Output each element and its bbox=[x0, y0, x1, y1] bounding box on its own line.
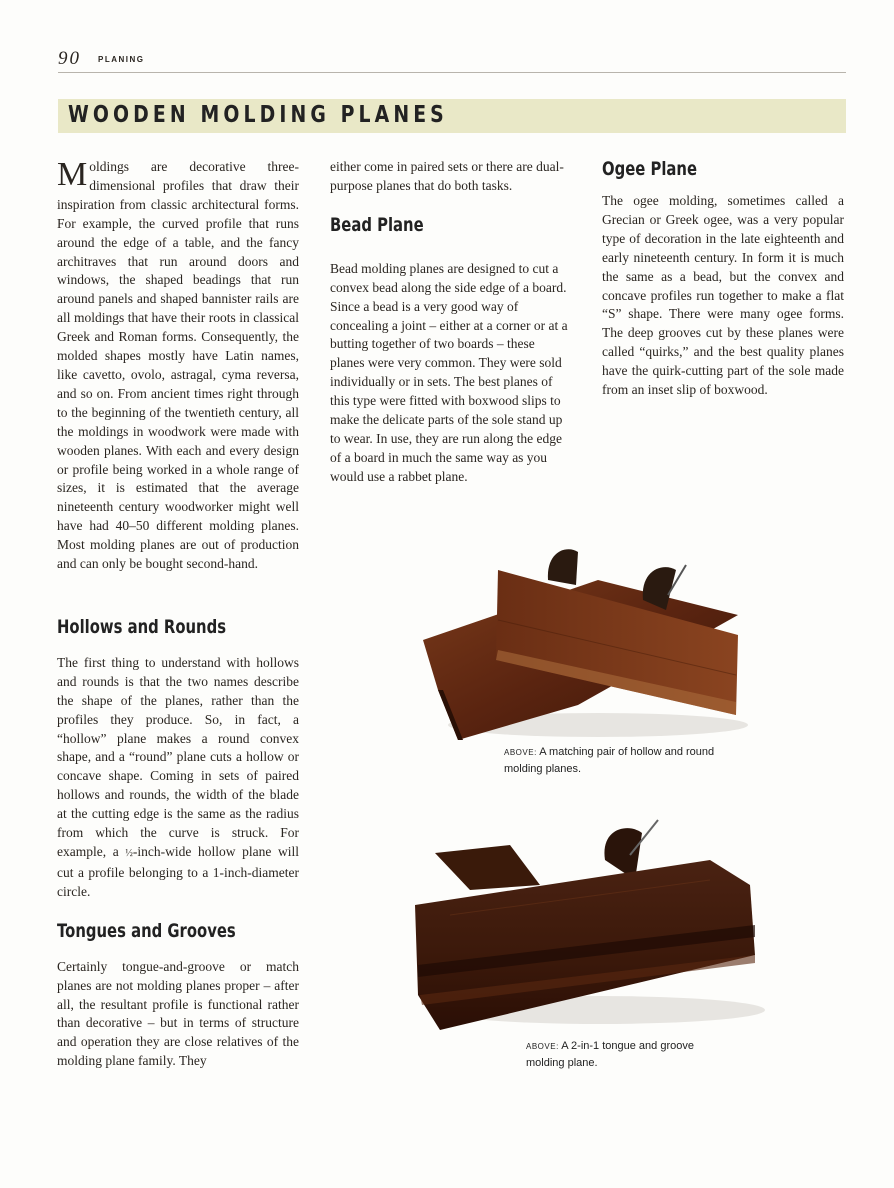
heading-bead-plane: Bead Plane bbox=[330, 213, 424, 236]
continued-paragraph: either come in paired sets or there are dual-purpose planes that do both tasks. bbox=[330, 159, 564, 193]
heading-tongues-and-grooves: Tongues and Grooves bbox=[57, 919, 236, 942]
heading-hollows-and-rounds: Hollows and Rounds bbox=[57, 615, 227, 638]
caption-1-text: A matching pair of hollow and round molding planes. bbox=[504, 746, 715, 775]
tongues-paragraph: Certainly tongue-and-groove or match planes are not molding planes proper – after all, the resultant profile is functional rather than decorative – but in terms of structure and operation they are close relatives of the molding plane family. They bbox=[57, 958, 299, 1069]
intro-text: oldings are decorative three-dimensional profiles that draw their inspiration from classic architectural forms. For example, the curved profile that runs around the edge of a table, and the fancy architraves that run around doors and windows, the shaped beadings that run around panels and shaped bannister rails are all moldings that have their roots in classical Greek and Roman forms. Consequently, the molded shapes mostly have Latin names, like cavetto, ovolo, astragal, cyma reversa, and so on. From ancient times right through to the beginning of the twentieth century, all the moldings in woodwork were made with wooden planes. With each and every design or profile being worked in a whole range of sizes, it is estimated that the average nineteenth century woodworker might well have had 40–50 different molding planes. Most molding planes are out of production and can only be bought second-hand. bbox=[57, 159, 299, 572]
intro-paragraph bbox=[57, 158, 299, 574]
hollows-text-a: The first thing to understand with hollows and rounds is that the two names describe the shape of the planes, rather than the profiles they produce. So, in fact, a “hollow” plane makes a round convex shape, and a “round” plane cuts a hollow or concave shape. Coming in sets of paired hollows and rounds, the width of the blade at the cutting edge is the same as the radius from which the curve is struck. For example, a bbox=[57, 654, 299, 859]
title-bar bbox=[58, 99, 846, 133]
column-1 bbox=[57, 158, 299, 1071]
caption-2-lead: ABOVE: bbox=[526, 1042, 559, 1051]
section-name: PLANING bbox=[98, 55, 145, 64]
caption-2-text: A 2-in-1 tongue and groove molding plane. bbox=[526, 1040, 694, 1069]
ogee-paragraph: The ogee molding, sometimes called a Grecian or Greek ogee, was a very popular type of decoration in the late eighteenth and early nineteenth century. In form it is much the same as a bead, but the convex and concave profiles run together to make a flat “S” shape. There were many ogee forms. The deep grooves cut by these planes were called “quirks,” and the best quality planes have the quirk-cutting part of the sole made from an inset slip of boxwood. bbox=[602, 193, 844, 398]
column-2 bbox=[330, 158, 572, 487]
photo-tongue-groove-plane bbox=[410, 815, 765, 1040]
caption-2 bbox=[526, 1038, 726, 1072]
caption-1-lead: ABOVE: bbox=[504, 748, 537, 757]
running-head bbox=[58, 48, 846, 73]
hollows-paragraph bbox=[57, 654, 299, 902]
page-number: 90 bbox=[58, 48, 81, 69]
column-3 bbox=[602, 158, 844, 400]
bead-paragraph: Bead molding planes are designed to cut a convex bead along the side edge of a board. Since a bead is a very good way of concealing a joint – either at a corner or at a butting together of two boards – these planes were very common. They were sold individually or in sets. The best planes of this type were fitted with boxwood slips to make the delicate parts of the sole stand up to wear. In use, they are run along the edge of a board in much the same way as you would use a rabbet plane. bbox=[330, 260, 568, 484]
caption-1 bbox=[504, 744, 724, 778]
hollows-text-b: -inch-wide hollow plane will cut a profile belonging to a 1-inch-diameter circle. bbox=[57, 844, 299, 899]
photo-hollow-round-planes bbox=[418, 540, 748, 745]
hollows-fraction: ½ bbox=[125, 848, 133, 859]
page-title: WOODEN MOLDING PLANES bbox=[68, 102, 448, 128]
heading-ogee-plane: Ogee Plane bbox=[602, 158, 698, 180]
drop-cap: M bbox=[57, 156, 88, 193]
